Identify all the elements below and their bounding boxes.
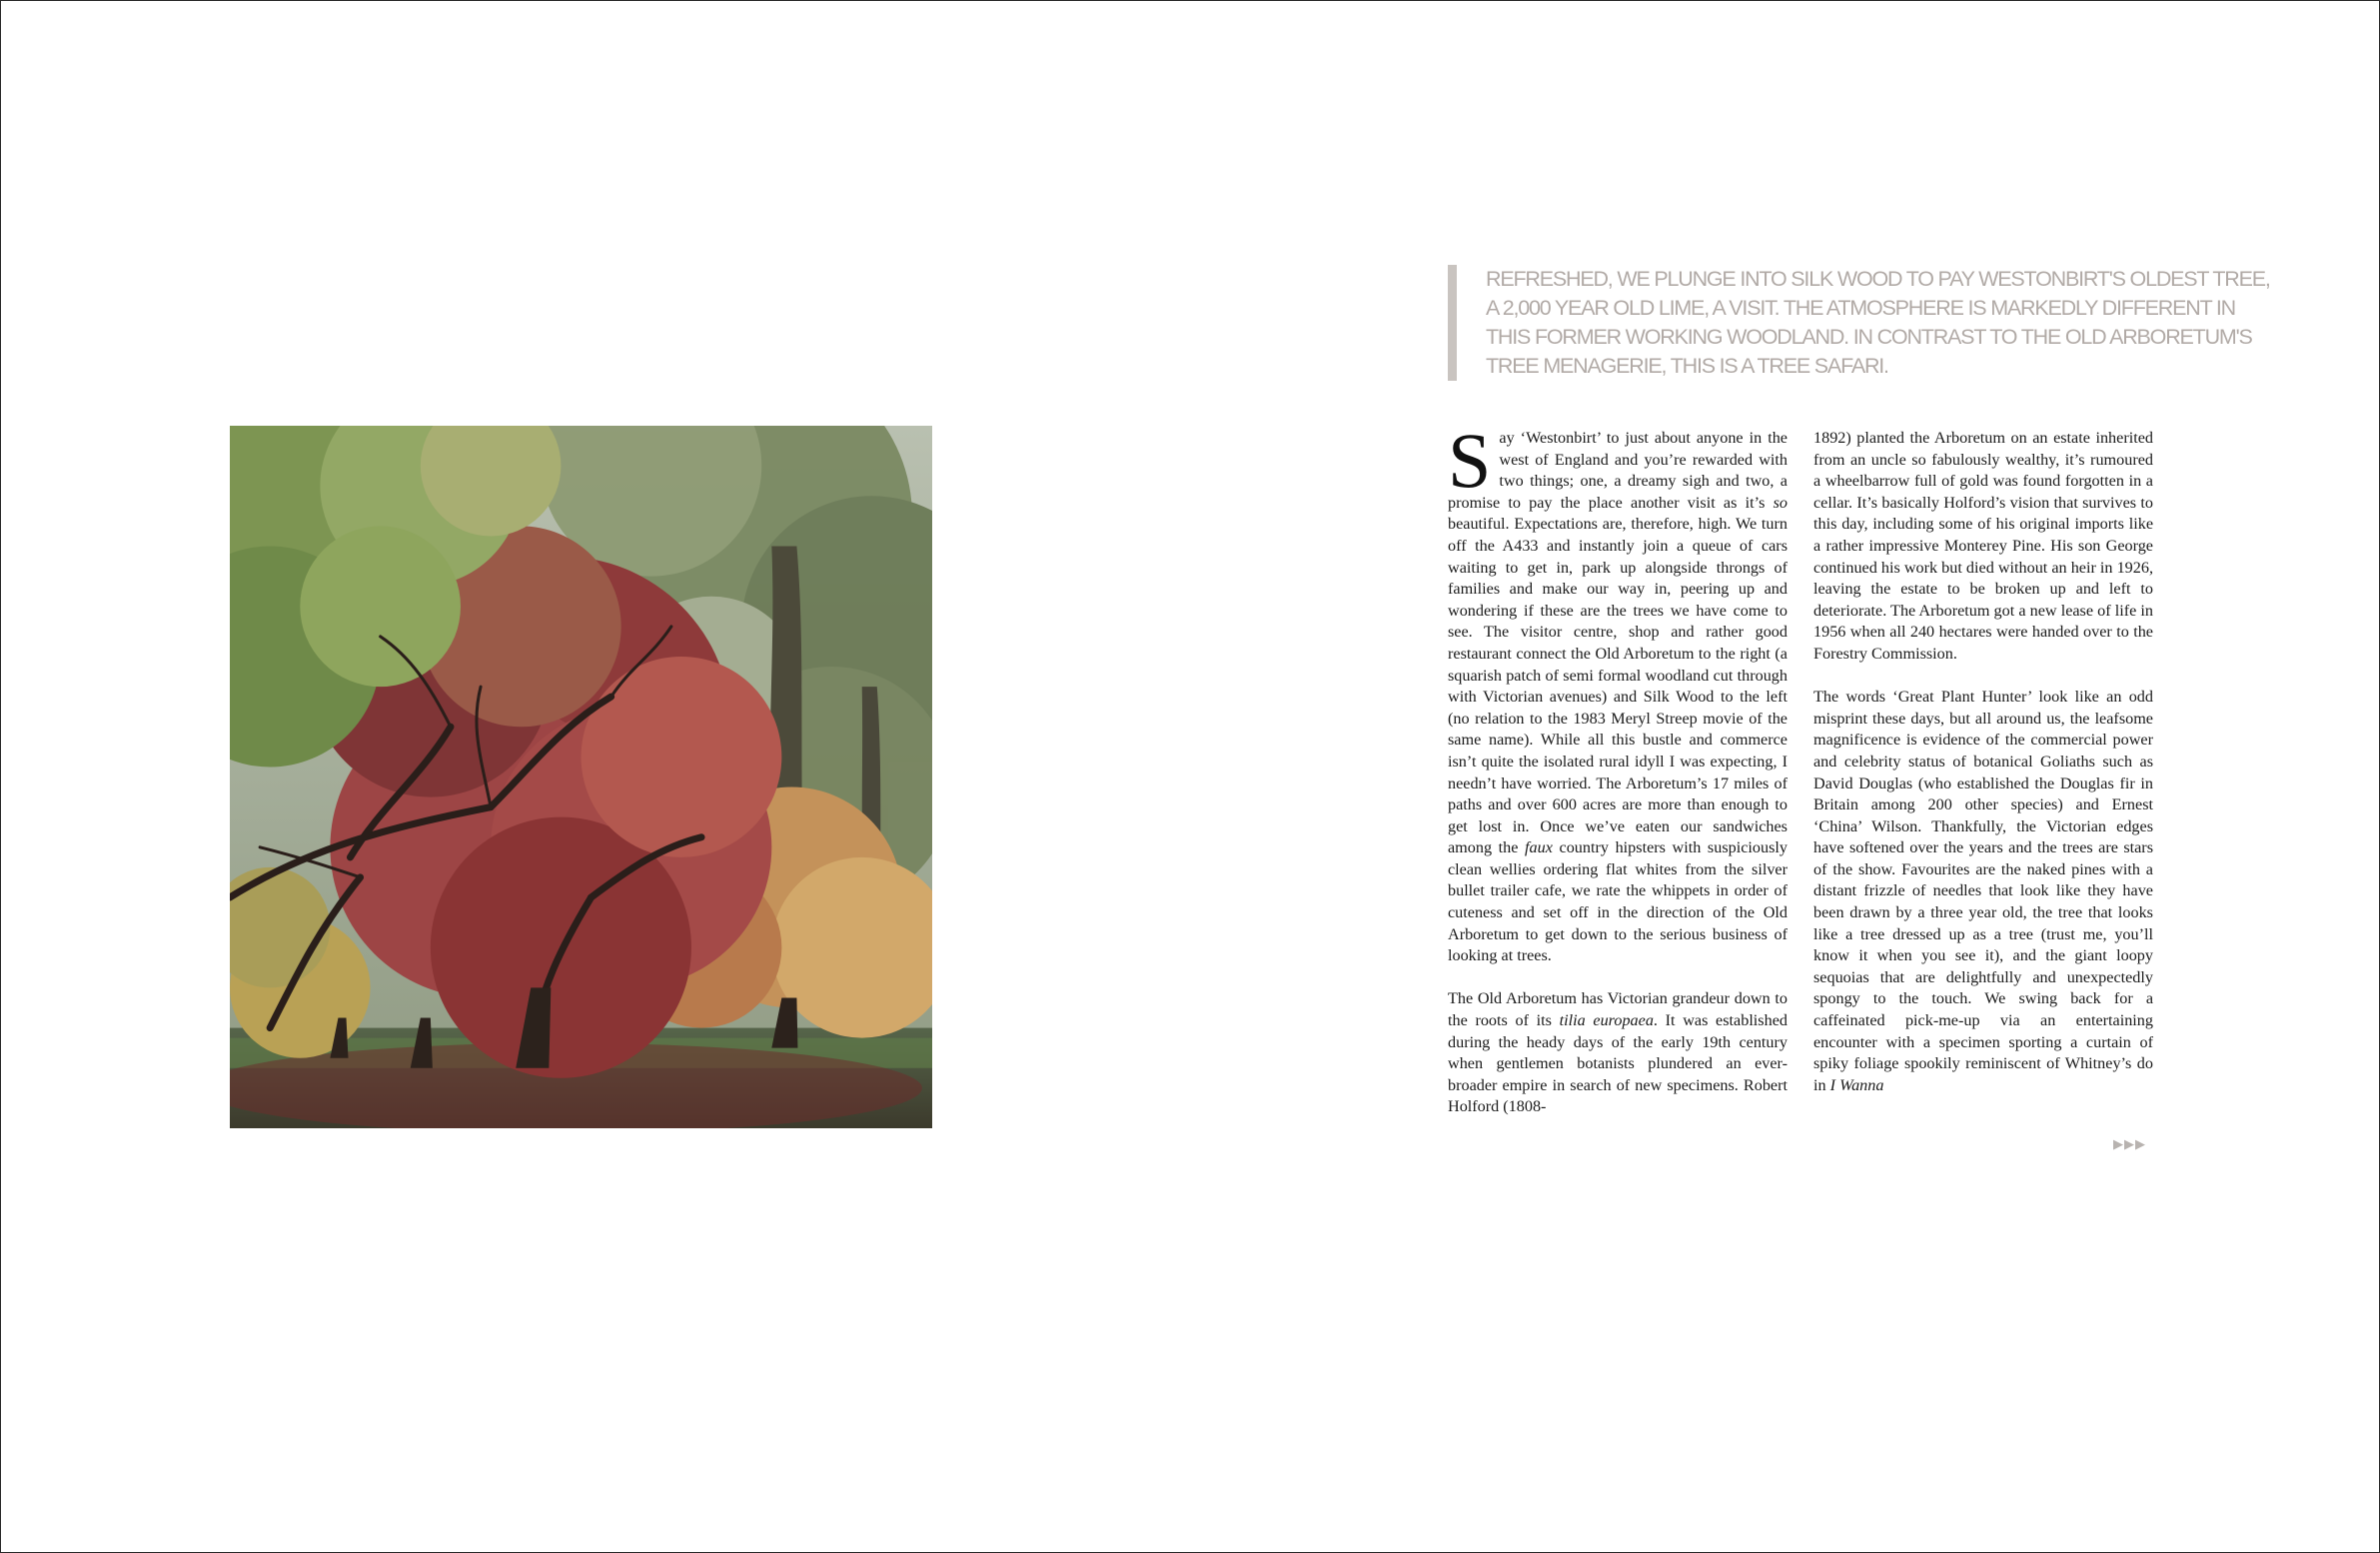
italic-text: I Wanna <box>1829 1075 1884 1094</box>
pull-quote-line: TREE MENAGERIE, THIS IS A TREE SAFARI. <box>1486 354 1888 378</box>
paragraph-text: country hipsters with suspiciously clean wellies ordering flat whites from the silver bullet trailer cafe, we rate the whippets in order of cuteness and set off in the direction of the Old Arboretum to get down to the serious business of looking at trees. <box>1448 838 1787 965</box>
article-paragraph: 1892) planted the Arboretum on an estate inherited from an uncle so fabulously wealthy, it’s rumoured a wheelbarrow full of gold was found forgotten in a cellar. It’s basically Holford’s vision that survives to this day, including some of his original imports like a rather impressive Monterey Pine. His son George continued his work but died without an heir in 1926, leaving the estate to be broken up and left to deteriorate. The Arboretum got a new lease of life in 1956 when all 240 hectares were handed over to the Forestry Commission. <box>1813 429 2153 663</box>
article-paragraph <box>1813 687 2153 1096</box>
italic-text: tilia europaea <box>1559 1011 1654 1030</box>
italic-text: so <box>1773 493 1787 512</box>
continue-arrows-icon: ▶▶▶ <box>2113 1137 2146 1152</box>
pull-quote <box>1448 265 2270 381</box>
pull-quote-line: A 2,000 YEAR OLD LIME, A VISIT. THE ATMOSPHERE IS MARKEDLY DIFFERENT IN <box>1486 296 2235 320</box>
article-column-1 <box>1448 417 1787 1118</box>
tree-illustration <box>230 426 932 1128</box>
pull-quote-line: REFRESHED, WE PLUNGE INTO SILK WOOD TO PAY WESTONBIRT'S OLDEST TREE, <box>1486 267 2270 291</box>
paragraph-text: The words ‘Great Plant Hunter’ look like an odd misprint these days, but all around us, the leafsome magnificence is evidence of the commercial power and celebrity status of botanical Goliaths such as David Douglas (who established the Douglas fir in Britain among 200 other species) and Ernest ‘China’ Wilson. Thankfully, the Victorian edges have softened over the years and the trees are stars of the show. Favourites are the naked pines with a distant frizzle of needles that look like they have been drawn by a three year old, the tree that looks like a tree dressed up as a tree (trust me, you’ll know it when you see it), and the giant loopy sequoias that are delightfully and unexpectedly spongy to the touch. We swing back for a caffeinated pick-me-up via an entertaining encounter with a specimen sporting a curtain of spiky foliage spookily reminiscent of Whitney’s do in <box>1813 688 2153 1094</box>
autumn-arboretum-photo <box>230 426 932 1128</box>
pull-quote-line: THIS FORMER WORKING WOODLAND. IN CONTRAST TO THE OLD ARBORETUM'S <box>1486 325 2252 349</box>
paragraph-text: The Old Arboretum has Victorian grandeur down to the roots of its <box>1448 989 1787 1030</box>
paragraph-text: beautiful. Expectations are, therefore, high. We turn off the A433 and instantly join a queue of cars waiting to get in, park up alongside throngs of families and make our way in, peering up and wondering if these are the trees we have come to see. The visitor centre, shop and rather good restaurant connect the Old Arboretum to the right (a squarish patch of semi formal woodland cut through with Victorian avenues) and Silk Wood to the left (no relation to the 1983 Meryl Streep movie of the same name). While all this bustle and commerce isn’t quite the isolated rural idyll I was expecting, I needn’t have worried. The Arboretum’s 17 miles of paths and over 600 acres are more than enough to get lost in. Once we’ve eaten our sandwiches among the <box>1448 515 1787 857</box>
drop-cap: S <box>1448 417 1492 504</box>
article-paragraph <box>1448 417 1787 967</box>
paragraph-text: . It was established during the heady days of the early 19th century when gentlemen botanists plundered an ever-broader empire in search of new specimens. Robert Holford (1808- <box>1448 1011 1787 1116</box>
paragraph-text: ay ‘Westonbirt’ to just about anyone in the west of England and you’re rewarded with two things; one, a dreamy sigh and two, a promise to pay the place another visit as it’s <box>1448 429 1787 512</box>
italic-text: faux <box>1525 838 1553 857</box>
article-paragraph <box>1448 988 1787 1118</box>
article-column-2 <box>1813 428 2153 1096</box>
